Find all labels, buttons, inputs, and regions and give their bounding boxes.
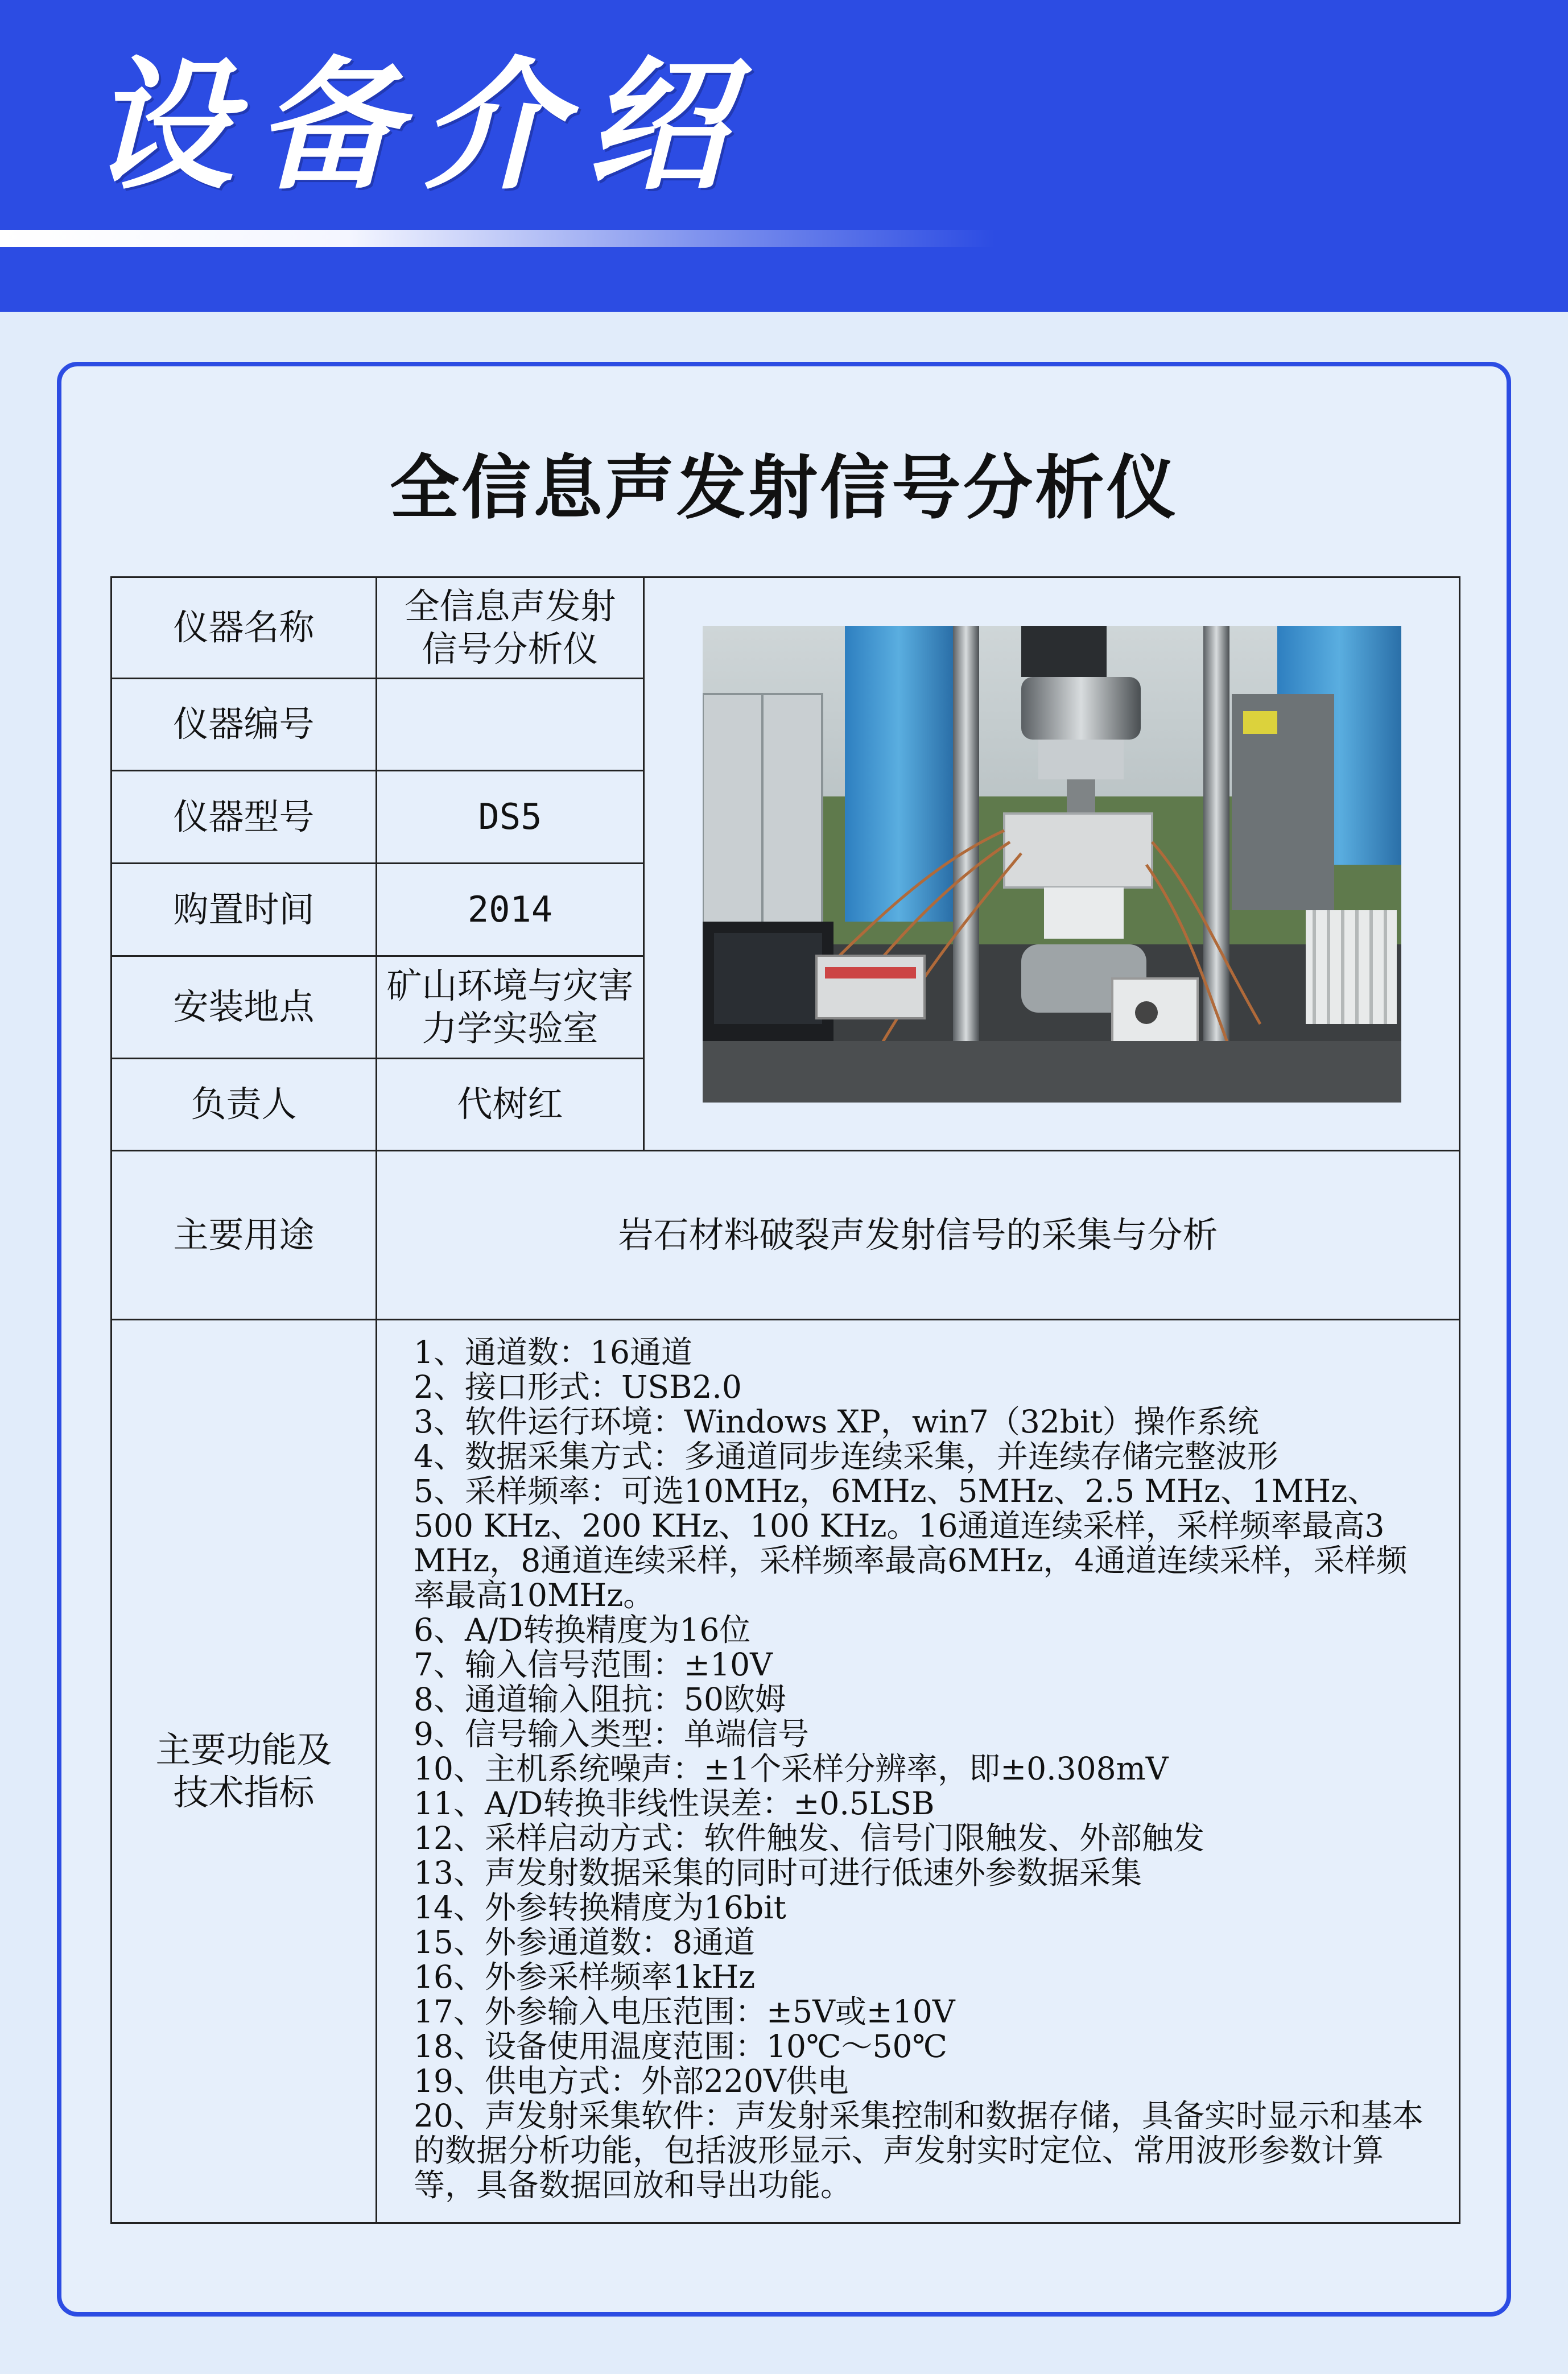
value-location-line2: 力学实验室: [422, 1007, 599, 1049]
list-item: 1、通道数：16通道: [414, 1334, 692, 1370]
list-item: 11、A/D转换非线性误差：±0.5LSB: [414, 1785, 935, 1822]
list-item: 12、采样启动方式：软件触发、信号门限触发、外部触发: [414, 1820, 1204, 1856]
label-location: 安装地点: [112, 956, 377, 1059]
value-location-line1: 矿山环境与灾害: [386, 965, 634, 1007]
table-row: [112, 577, 1460, 679]
label-model: 仪器型号: [112, 771, 377, 864]
list-item: 10、主机系统噪声：±1个采样分辨率，即±0.308mV: [414, 1750, 1169, 1787]
list-item: 4、数据采集方式：多通道同步连续采集，并连续存储完整波形: [414, 1438, 1278, 1475]
value-usage: 岩石材料破裂声发射信号的采集与分析: [377, 1151, 1460, 1320]
spec-table: [110, 576, 1460, 2224]
value-number: [377, 679, 644, 771]
list-item: 9、信号输入类型：单端信号: [414, 1716, 809, 1752]
value-location: [377, 956, 644, 1059]
banner-stripe: [0, 230, 996, 247]
label-functions-line1: 主要功能及: [155, 1729, 332, 1771]
value-name: [377, 577, 644, 679]
functions-list: [377, 1320, 1460, 2223]
value-name-line2: 信号分析仪: [422, 627, 599, 670]
equipment-photo: [703, 626, 1401, 1103]
list-item: 15、外参通道数：8通道: [414, 1924, 755, 1960]
label-functions: [112, 1320, 377, 2223]
equipment-title: 全信息声发射信号分析仪: [390, 448, 1178, 529]
label-person: 负责人: [112, 1059, 377, 1151]
label-name: 仪器名称: [112, 577, 377, 679]
label-functions-line2: 技术指标: [173, 1771, 315, 1813]
list-item: 20、声发射采集软件：声发射采集控制和数据存储，具备实时显示和基本的数据分析功能，包括波形显示、声发射实时定位、常用波形参数计算等，具备数据回放和导出功能。: [414, 2098, 1423, 2203]
value-name-line1: 全信息声发射: [404, 585, 616, 627]
table-row: [112, 1151, 1460, 1320]
list-item: 3、软件运行环境：Windows XP，win7（32bit）操作系统: [414, 1403, 1259, 1440]
table-row: [112, 1320, 1460, 2223]
list-item: 17、外参输入电压范围：±5V或±10V: [414, 1993, 955, 2030]
value-model: DS5: [377, 771, 644, 864]
list-item: 16、外参采样频率1kHz: [414, 1959, 756, 1995]
value-person: 代树红: [377, 1059, 644, 1151]
list-item: 19、供电方式：外部220V供电: [414, 2063, 849, 2099]
list-item: 5、采样频率：可选10MHz，6MHz、5MHz、2.5 MHz、1MHz、500 KHz、200 KHz、100 KHz。16通道连续采样，采样频率最高3 MHz，8通道连续采样，采样频率最高6MHz，4通道连续采样，采样频率最高10MHz。: [414, 1473, 1408, 1613]
page-title: 设备介绍: [91, 42, 751, 209]
label-purchase-time: 购置时间: [112, 864, 377, 956]
list-item: 8、通道输入阻抗：50欧姆: [414, 1681, 786, 1717]
list-item: 7、输入信号范围：±10V: [414, 1646, 773, 1683]
list-item: 6、A/D转换精度为16位: [414, 1612, 751, 1648]
list-item: 14、外参转换精度为16bit: [414, 1889, 786, 1926]
photo-cell: [644, 577, 1460, 1151]
label-number: 仪器编号: [112, 679, 377, 771]
list-item: 13、声发射数据采集的同时可进行低速外参数据采集: [414, 1855, 1142, 1891]
list-item: 2、接口形式：USB2.0: [414, 1369, 742, 1405]
list-item: 18、设备使用温度范围：10℃～50℃: [414, 2028, 948, 2065]
equipment-photo-image: [703, 626, 1401, 1103]
value-purchase-time: 2014: [377, 864, 644, 956]
label-usage: 主要用途: [112, 1151, 377, 1320]
header-banner: [0, 0, 1568, 312]
